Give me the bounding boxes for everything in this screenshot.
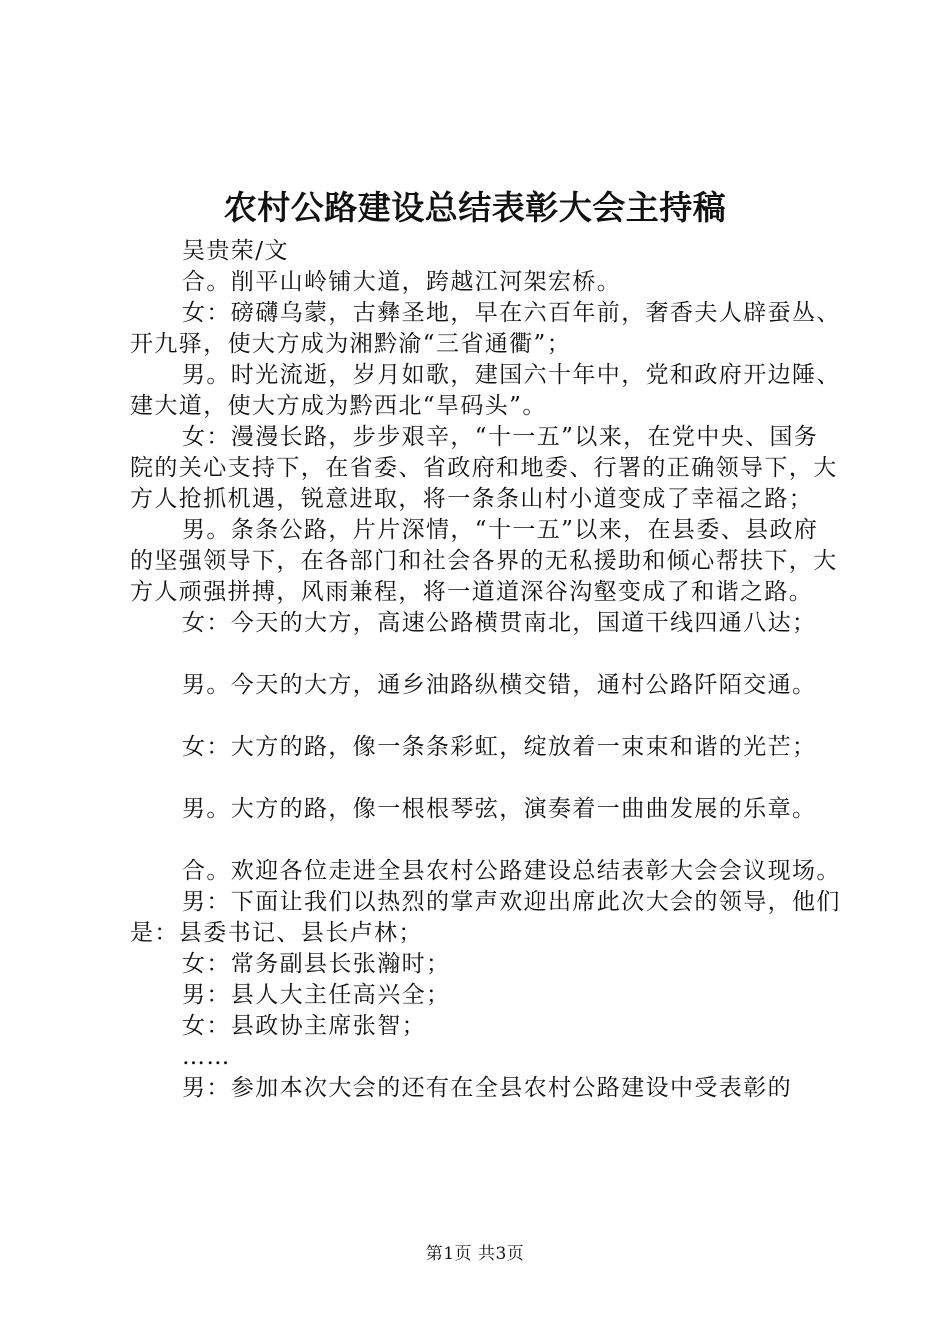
spacer bbox=[130, 639, 842, 670]
paragraph: 男：下面让我们以热烈的掌声欢迎出席此次大会的领导，他们是：县委书记、县长卢林； bbox=[130, 889, 841, 946]
paragraph: 男。大方的路，像一根根琴弦，演奏着一曲曲发展的乐章。 bbox=[182, 796, 817, 822]
paragraph: 男。条条公路，片片深情，“十一五”以来，在县委、县政府的坚强领导下，在各部门和社会各界的无私援助和倾心帮扶下，大方人顽强拼搏，风雨兼程，将一道道深谷沟壑变成了和谐之路。 bbox=[130, 517, 838, 605]
paragraph: 女：县政协主席张智； bbox=[182, 1013, 426, 1039]
document-title: 农村公路建设总结表彰大会主持稿 bbox=[223, 188, 727, 227]
paragraph: 男：县人大主任高兴全； bbox=[182, 982, 451, 1008]
ellipsis-line: …… bbox=[182, 1044, 231, 1070]
paragraph: 合。欢迎各位走进全县农村公路建设总结表彰大会会议现场。 bbox=[182, 858, 841, 884]
paragraph: 女：磅礴乌蒙，古彝圣地，早在六百年前，奢香夫人辟蚕丛、开九驿，使大方成为湘黔渝“三省通衢”； bbox=[130, 300, 841, 357]
spacer bbox=[130, 763, 842, 794]
document-body bbox=[130, 236, 842, 1104]
paragraph: 女：今天的大方，高速公路横贯南北，国道干线四通八达； bbox=[182, 610, 817, 636]
paragraph: 女：漫漫长路，步步艰辛，“十一五”以来，在党中央、国务院的关心支持下，在省委、省政府和地委、行署的正确领导下，大方人抢抓机遇，锐意进取，将一条条山村小道变成了幸福之路； bbox=[130, 424, 838, 512]
author-line: 吴贵荣/文 bbox=[182, 238, 289, 264]
paragraph: 男。今天的大方，通乡油路纵横交错，通村公路阡陌交通。 bbox=[182, 672, 817, 698]
paragraph: 男：参加本次大会的还有在全县农村公路建设中受表彰的 bbox=[182, 1075, 792, 1101]
paragraph: 女：常务副县长张瀚时； bbox=[182, 951, 451, 977]
paragraph: 女：大方的路，像一条条彩虹，绽放着一束束和谐的光芒； bbox=[182, 734, 817, 760]
spacer bbox=[130, 701, 842, 732]
paragraph: 合。削平山岭铺大道，跨越江河架宏桥。 bbox=[182, 269, 622, 295]
page-footer: 第1页 共3页 bbox=[425, 1244, 525, 1264]
spacer bbox=[130, 825, 842, 856]
paragraph: 男。时光流逝，岁月如歌，建国六十年中，党和政府开边陲、建大道，使大方成为黔西北“旱码头”。 bbox=[130, 362, 841, 419]
